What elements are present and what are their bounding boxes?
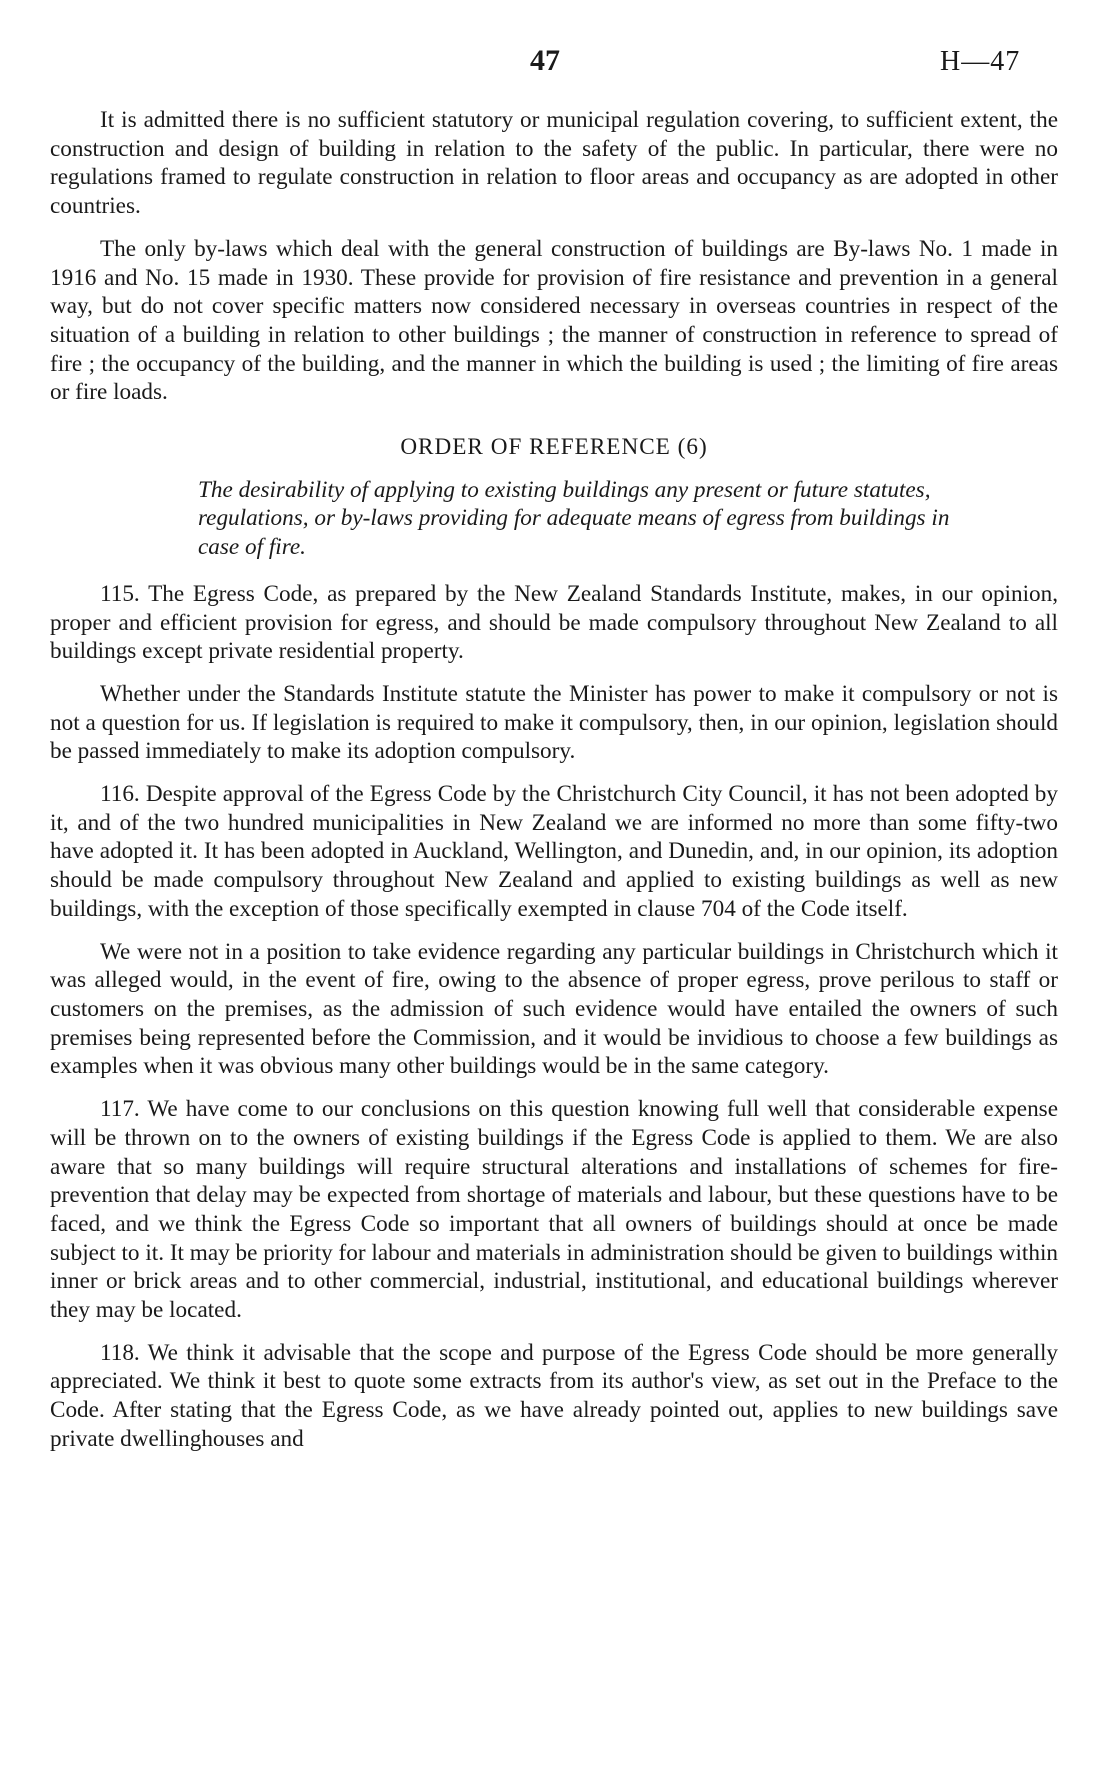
page-body (50, 106, 1058, 1468)
body-paragraph: It is admitted there is no sufficient statutory or municipal regulation covering, to sufficient extent, the construction and design of building in relation to the safety of the public. In particular, there were no regulations framed to regulate construction in relation to floor areas and occupancy as are adopted in other countries. (50, 107, 1058, 220)
body-paragraph: 115. The Egress Code, as prepared by the New Zealand Standards Institute, makes, in our opinion, proper and efficient provision for egress, and should be made compulsory throughout New Zealand to all buildings except private residential property. (50, 580, 1058, 665)
page-header (0, 44, 1114, 84)
body-paragraph: 116. Despite approval of the Egress Code by the Christchurch City Council, it has not been adopted by it, and of the two hundred municipalities in New Zealand we are informed no more than some fifty-two have adopted it. It has been adopted in Auckland, Wellington, and Dunedin, and, in our opinion, its adoption should be made compulsory throughout New Zealand and applied to existing buildings as well as new buildings, with the exception of those specifically exempted in clause 704 of the Code itself. (50, 781, 1058, 922)
body-paragraph: We were not in a position to take evidence regarding any particular buildings in Christchurch which it was alleged would, in the event of fire, owing to the absence of proper egress, prove perilous to staff or customers on the premises, as the admission of such evidence would have entailed the owners of such premises being represented before the Commission, and it would be invidious to choose a few buildings as examples when it was obvious many other buildings would be in the same category. (50, 938, 1058, 1080)
body-paragraph: 118. We think it advisable that the scope and purpose of the Egress Code should be more generally appreciated. We think it best to quote some extracts from its author's view, as set out in the Preface to the Code. After stating that the Egress Code, as we have already pointed out, applies to new buildings save private dwellinghouses and (50, 1339, 1058, 1452)
order-of-reference-text: The desirability of applying to existing buildings any present or future statutes, regulations, or by-laws providing for adequate means of egress from buildings in case of fire. (198, 476, 950, 561)
body-paragraph: Whether under the Standards Institute statute the Minister has power to make it compulsory or not is not a question for us. If legislation is required to make it compulsory, then, in our opinion, legislation should be passed immediately to make its adoption compulsory. (50, 680, 1058, 765)
page-number: 47 (530, 44, 560, 77)
section-heading: ORDER OF REFERENCE (6) (400, 434, 708, 461)
body-paragraph: The only by-laws which deal with the general construction of buildings are By-laws No. 1 made in 1916 and No. 15 made in 1930. These provide for provision of fire resistance and prevention in a general way, but do not cover specific matters now considered necessary in overseas countries in respect of the situation of a building in relation to other buildings ; the manner of construction in reference to spread of fire ; the occupancy of the building, and the manner in which the building is used ; the limiting of fire areas or fire loads. (50, 235, 1058, 406)
document-code: H—47 (940, 46, 1021, 77)
body-paragraph: 117. We have come to our conclusions on this question knowing full well that considerable expense will be thrown on to the owners of existing buildings if the Egress Code is applied to them. We are also aware that so many buildings will require structural alterations and installations of schemes for fire-prevention that delay may be expected from shortage of materials and labour, but these questions have to be faced, and we think the Egress Code so important that all owners of buildings should at once be made subject to it. It may be priority for labour and materials in administration should be given to buildings within inner or brick areas and to other commercial, industrial, institutional, and educational buildings wherever they may be located. (50, 1096, 1058, 1324)
